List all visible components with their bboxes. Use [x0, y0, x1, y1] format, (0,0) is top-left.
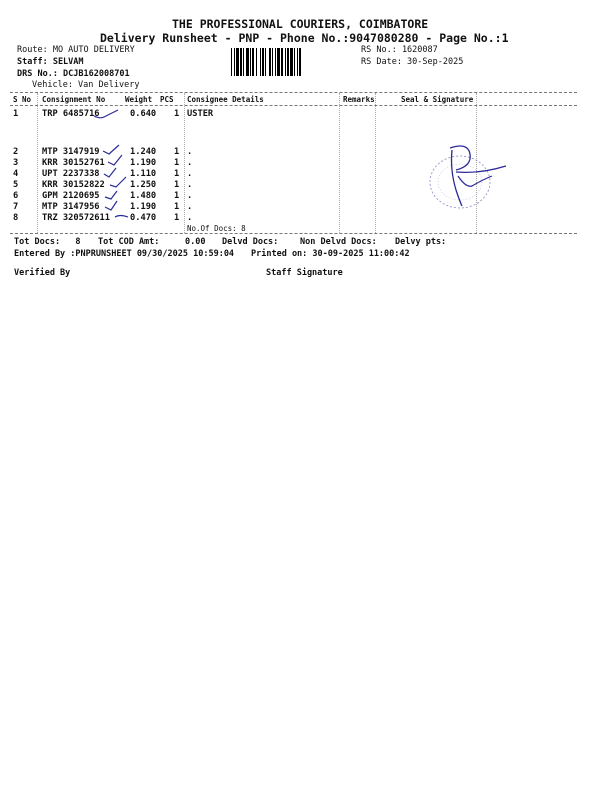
row-weight: 1.190	[130, 158, 157, 168]
row-weight: 1.480	[130, 191, 157, 201]
row-weight: 1.110	[130, 169, 157, 179]
row-consignee: .	[187, 158, 193, 168]
no-of-docs: No.Of Docs: 8	[187, 224, 246, 233]
handwritten-tick-icon	[103, 199, 131, 211]
row-weight: 0.470	[130, 213, 157, 223]
printed-on: Printed on: 30-09-2025 11:00:42	[251, 249, 410, 259]
row-pcs: 1	[174, 202, 180, 212]
handwritten-tick-icon	[114, 211, 142, 223]
row-pcs: 1	[174, 191, 180, 201]
row-sno: 4	[13, 169, 19, 179]
row-sno: 5	[13, 180, 19, 190]
row-sno: 1	[13, 109, 19, 119]
rs-number: RS No.: 1620087	[361, 45, 438, 55]
total-docs: Tot Docs: 8	[14, 237, 81, 247]
row-pcs: 1	[174, 180, 180, 190]
header-consignment: Consignment No	[42, 95, 106, 104]
handwritten-tick-icon	[108, 176, 136, 188]
row-consignment: MTP 3147919	[42, 147, 100, 157]
row-pcs: 1	[174, 158, 180, 168]
row-sno: 2	[13, 147, 19, 157]
document-subtitle: Delivery Runsheet - PNP - Phone No.:9047080280 - Page No.:1	[100, 31, 509, 45]
row-consignee: .	[187, 147, 193, 157]
row-consignment: TRZ 320572611	[42, 213, 110, 223]
route-label: Route: MO AUTO DELIVERY	[17, 45, 135, 55]
rs-date: RS Date: 30-Sep-2025	[361, 57, 464, 67]
row-consignment: KRR 30152822	[42, 180, 105, 190]
row-consignment: KRR 30152761	[42, 158, 105, 168]
header-weight: Weight	[125, 95, 153, 104]
verified-by: Verified By	[14, 268, 71, 278]
row-consignment: GPM 2120695	[42, 191, 100, 201]
handwritten-tick-icon	[92, 108, 120, 120]
row-pcs: 1	[174, 147, 180, 157]
row-consignee: .	[187, 213, 193, 223]
entered-by: Entered By :PNPRUNSHEET 09/30/2025 10:59:04	[14, 249, 235, 259]
row-consignee: .	[187, 169, 193, 179]
header-remarks: Remarks	[343, 95, 375, 104]
column-divider	[375, 93, 376, 233]
row-consignment: TRP 6485716	[42, 109, 100, 119]
table-top-rule	[10, 92, 577, 93]
drs-number: DRS No.: DCJB162008701	[17, 69, 130, 79]
seal-stamp-signature	[410, 130, 520, 220]
row-pcs: 1	[174, 169, 180, 179]
header-seal-signature: Seal & Signature	[401, 95, 474, 104]
column-divider	[37, 93, 38, 233]
row-consignee: .	[187, 191, 193, 201]
row-consignee: .	[187, 202, 193, 212]
total-cod-amount: Tot COD Amt: 0.00	[98, 237, 206, 247]
row-weight: 0.640	[130, 109, 157, 119]
row-pcs: 1	[174, 213, 180, 223]
row-sno: 8	[13, 213, 19, 223]
row-pcs: 1	[174, 109, 180, 119]
header-consignee: Consignee Details	[187, 95, 264, 104]
row-weight: 1.190	[130, 202, 157, 212]
delivered-docs: Delvd Docs:	[222, 237, 279, 247]
vehicle-label: Vehicle: Van Delivery	[32, 80, 140, 90]
handwritten-tick-icon	[106, 154, 134, 166]
barcode	[231, 48, 357, 76]
staff-signature: Staff Signature	[266, 268, 343, 278]
table-bottom-rule	[10, 233, 577, 234]
non-delivered-docs: Non Delvd Docs:	[300, 237, 377, 247]
signature-stroke-icon	[452, 150, 463, 206]
row-consignment: MTP 3147956	[42, 202, 100, 212]
staff-label: Staff: SELVAM	[17, 57, 84, 67]
row-weight: 1.250	[130, 180, 157, 190]
row-weight: 1.240	[130, 147, 157, 157]
column-divider	[184, 93, 185, 233]
table-header-rule	[10, 105, 577, 106]
header-sno: S No	[13, 95, 32, 104]
column-divider	[339, 93, 340, 233]
delivery-points: Delvy pts:	[395, 237, 447, 247]
row-consignee: USTER	[187, 109, 214, 119]
row-sno: 3	[13, 158, 19, 168]
row-consignment: UPT 2237338	[42, 169, 100, 179]
row-consignee: .	[187, 180, 193, 190]
document-title: THE PROFESSIONAL COURIERS, COIMBATORE	[172, 17, 429, 31]
row-sno: 7	[13, 202, 19, 212]
header-pcs: PCS	[160, 95, 174, 104]
row-sno: 6	[13, 191, 19, 201]
